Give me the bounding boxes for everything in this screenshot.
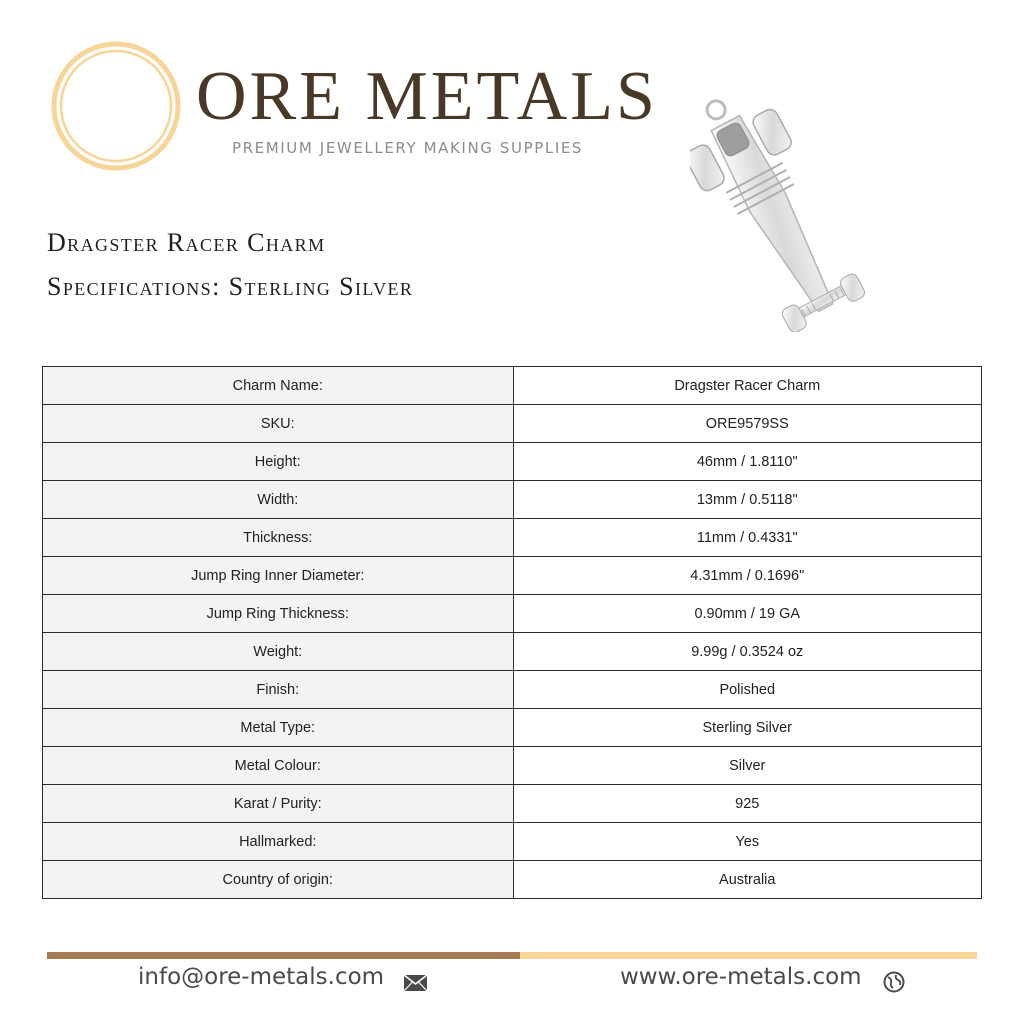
table-row xyxy=(43,557,982,595)
table-row xyxy=(43,823,982,861)
spec-value: Yes xyxy=(513,823,982,861)
envelope-icon xyxy=(403,974,428,992)
spec-value: ORE9579SS xyxy=(513,405,982,443)
product-subtitle: Specifications: Sterling Silver xyxy=(47,272,414,301)
spec-label: Metal Type: xyxy=(43,709,514,747)
spec-label: Thickness: xyxy=(43,519,514,557)
table-row xyxy=(43,481,982,519)
table-row xyxy=(43,747,982,785)
brand-name: ORE METALS xyxy=(196,58,658,135)
spec-label: Jump Ring Inner Diameter: xyxy=(43,557,514,595)
table-row xyxy=(43,671,982,709)
spec-label: Width: xyxy=(43,481,514,519)
globe-icon xyxy=(883,971,905,993)
table-row xyxy=(43,861,982,899)
spec-label: SKU: xyxy=(43,405,514,443)
spec-label: Hallmarked: xyxy=(43,823,514,861)
footer-bar-left xyxy=(47,952,520,959)
spec-value: Polished xyxy=(513,671,982,709)
spec-value: 9.99g / 0.3524 oz xyxy=(513,633,982,671)
table-row xyxy=(43,633,982,671)
spec-label: Metal Colour: xyxy=(43,747,514,785)
table-row xyxy=(43,367,982,405)
spec-label: Finish: xyxy=(43,671,514,709)
table-row xyxy=(43,709,982,747)
spec-label: Charm Name: xyxy=(43,367,514,405)
footer-website-link[interactable]: www.ore-metals.com xyxy=(620,964,862,990)
spec-value: 13mm / 0.5118" xyxy=(513,481,982,519)
spec-value: 11mm / 0.4331" xyxy=(513,519,982,557)
table-row xyxy=(43,443,982,481)
spec-value: 925 xyxy=(513,785,982,823)
spec-label: Weight: xyxy=(43,633,514,671)
logo-ring xyxy=(50,40,182,172)
spec-value: 4.31mm / 0.1696" xyxy=(513,557,982,595)
footer-email-link[interactable]: info@ore-metals.com xyxy=(138,964,385,990)
footer-bar-right xyxy=(520,952,977,959)
spec-table xyxy=(42,366,982,899)
spec-label: Jump Ring Thickness: xyxy=(43,595,514,633)
spec-label: Karat / Purity: xyxy=(43,785,514,823)
product-title: Dragster Racer Charm xyxy=(47,228,326,257)
dragster-charm-image xyxy=(690,62,930,332)
spec-value: Dragster Racer Charm xyxy=(513,367,982,405)
brand-tagline: PREMIUM JEWELLERY MAKING SUPPLIES xyxy=(232,139,584,157)
spec-value: Silver xyxy=(513,747,982,785)
spec-value: Australia xyxy=(513,861,982,899)
spec-label: Country of origin: xyxy=(43,861,514,899)
table-row xyxy=(43,785,982,823)
spec-value: 46mm / 1.8110" xyxy=(513,443,982,481)
spec-value: Sterling Silver xyxy=(513,709,982,747)
table-row xyxy=(43,405,982,443)
table-row xyxy=(43,595,982,633)
spec-value: 0.90mm / 19 GA xyxy=(513,595,982,633)
table-row xyxy=(43,519,982,557)
spec-label: Height: xyxy=(43,443,514,481)
